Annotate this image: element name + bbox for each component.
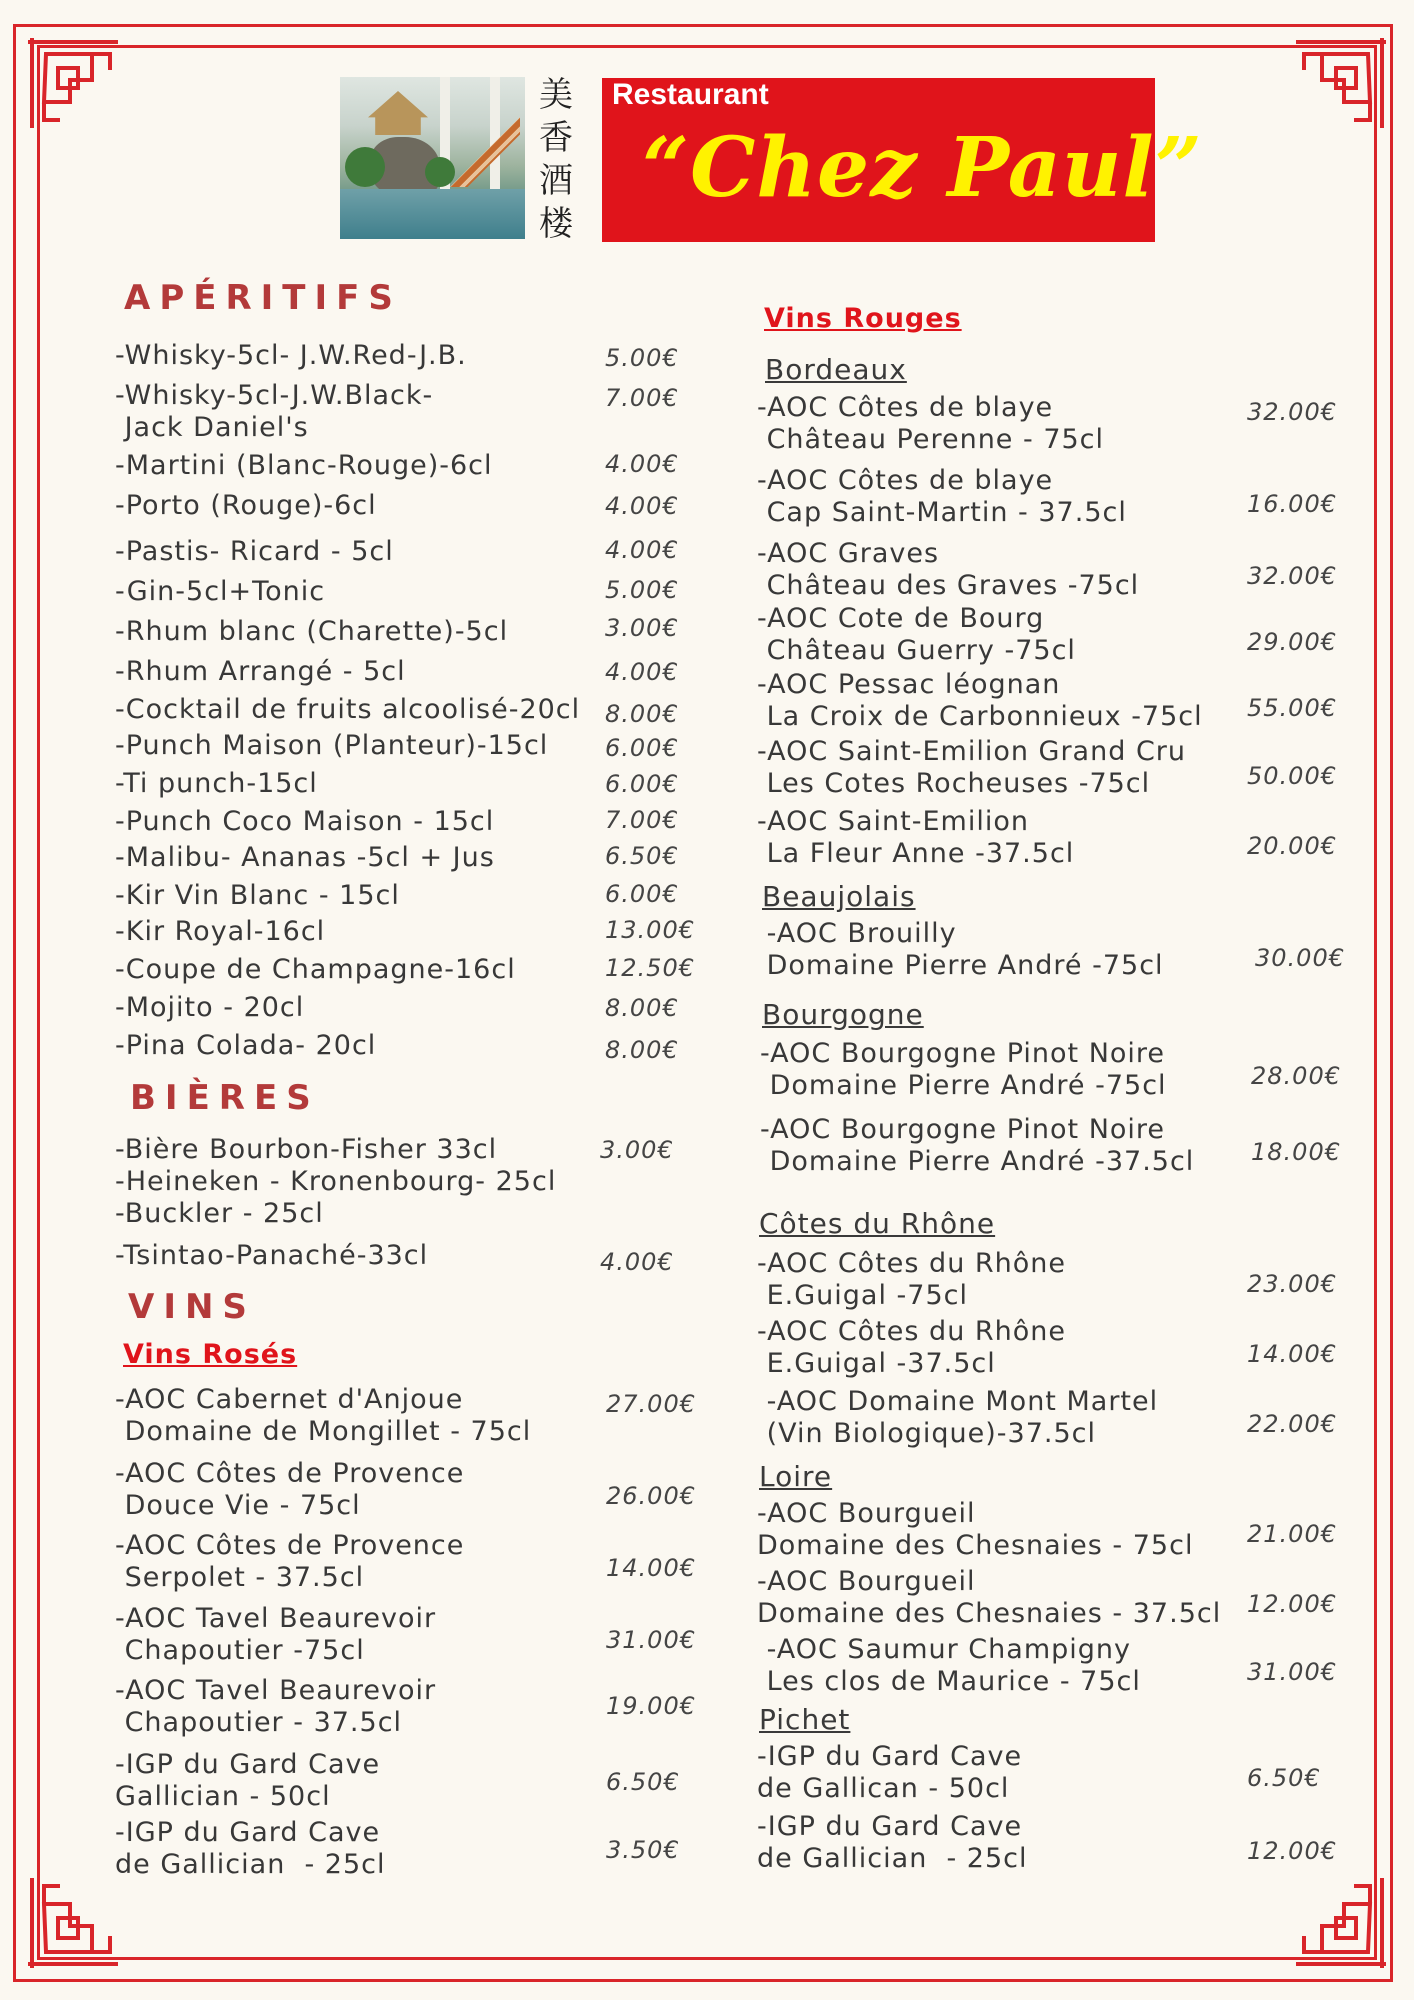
menu-item-price: 16.00€ [1247, 490, 1337, 518]
menu-item-price: 6.50€ [606, 1768, 680, 1796]
menu-item-name: -Punch Coco Maison - 15cl [115, 806, 495, 837]
restaurant-banner [602, 78, 1203, 242]
menu-item-price: 4.00€ [600, 1248, 674, 1276]
menu-item-price: 8.00€ [605, 700, 679, 728]
menu-item-price: 32.00€ [1247, 398, 1337, 426]
menu-item-price: 12.50€ [605, 954, 695, 982]
region-cotes-du-rhone: Côtes du Rhône [759, 1207, 996, 1240]
menu-item-price: 12.00€ [1247, 1837, 1337, 1865]
menu-item-name: -Whisky-5cl-J.W.Black- Jack Daniel's [115, 380, 434, 443]
menu-item-price: 22.00€ [1247, 1410, 1337, 1438]
menu-item-name: -AOC Cote de Bourg Château Guerry -75cl [757, 603, 1076, 666]
chinese-char: 酒 [539, 161, 573, 201]
restaurant-interior-photo [340, 77, 525, 239]
menu-item-name: -AOC Côtes de Provence Douce Vie - 75cl [115, 1458, 465, 1521]
menu-item-name: -AOC Bourgueil Domaine des Chesnaies - 75cl [757, 1498, 1194, 1561]
menu-item-price: 19.00€ [606, 1692, 696, 1720]
menu-item-name: -Bière Bourbon-Fisher 33cl -Heineken - Kronenbourg- 25cl -Buckler - 25cl [115, 1134, 557, 1229]
menu-item-name: -Punch Maison (Planteur)-15cl [115, 730, 549, 761]
menu-item-price: 3.00€ [600, 1136, 674, 1164]
menu-item-price: 13.00€ [605, 916, 695, 944]
menu-item-price: 3.50€ [606, 1836, 680, 1864]
menu-item-price: 30.00€ [1255, 944, 1345, 972]
corner-ornament-bottom-right [1280, 1862, 1400, 1982]
menu-item-price: 5.00€ [605, 344, 679, 372]
menu-item-name: -IGP du Gard Cave de Gallician - 25cl [115, 1817, 386, 1880]
menu-item-name: -Whisky-5cl- J.W.Red-J.B. [115, 340, 467, 371]
menu-item-name: -AOC Saint-Emilion Grand Cru Les Cotes Rocheuses -75cl [757, 736, 1187, 799]
menu-item-price: 5.00€ [605, 576, 679, 604]
menu-item-price: 18.00€ [1251, 1138, 1341, 1166]
menu-item-name: -AOC Tavel Beaurevoir Chapoutier -75cl [115, 1603, 437, 1666]
menu-item-name: -Gin-5cl+Tonic [115, 576, 326, 607]
menu-item-name: -AOC Saumur Champigny Les clos de Maurice - 75cl [766, 1634, 1141, 1697]
menu-item-price: 6.00€ [605, 770, 679, 798]
region-beaujolais: Beaujolais [762, 880, 916, 913]
menu-item-price: 31.00€ [606, 1626, 696, 1654]
menu-item-price: 12.00€ [1247, 1590, 1337, 1618]
menu-item-name: -AOC Domaine Mont Martel (Vin Biologique)-37.5cl [766, 1386, 1159, 1449]
chinese-name [536, 74, 576, 246]
menu-item-name: -Pina Colada- 20cl [115, 1030, 377, 1061]
region-bordeaux: Bordeaux [765, 353, 907, 386]
menu-item-name: -Pastis- Ricard - 5cl [115, 536, 394, 567]
menu-item-name: -Coupe de Champagne-16cl [115, 954, 516, 985]
region-bourgogne: Bourgogne [762, 998, 924, 1031]
region-pichet: Pichet [759, 1703, 851, 1736]
menu-item-name: -Rhum blanc (Charette)-5cl [115, 616, 509, 647]
menu-item-price: 3.00€ [605, 614, 679, 642]
menu-item-name: -AOC Brouilly Domaine Pierre André -75cl [766, 918, 1164, 981]
menu-item-name: -AOC Côtes du Rhône E.Guigal -75cl [757, 1248, 1066, 1311]
menu-item-price: 4.00€ [605, 658, 679, 686]
menu-item-price: 31.00€ [1247, 1658, 1337, 1686]
corner-ornament-top-left [14, 24, 134, 144]
chinese-char: 美 [539, 75, 573, 115]
menu-item-price: 7.00€ [605, 384, 679, 412]
menu-item-price: 6.50€ [605, 842, 679, 870]
menu-item-name: -Mojito - 20cl [115, 992, 305, 1023]
menu-item-price: 4.00€ [605, 450, 679, 478]
menu-item-price: 26.00€ [606, 1482, 696, 1510]
menu-item-name: -Cocktail de fruits alcoolisé-20cl [115, 694, 581, 725]
menu-item-name: -Kir Royal-16cl [115, 916, 326, 947]
menu-item-name: -AOC Côtes de blaye Château Perenne - 75cl [757, 392, 1105, 455]
restaurant-name: “Chez Paul” [642, 120, 1203, 216]
menu-item-price: 23.00€ [1247, 1270, 1337, 1298]
section-title-bieres: BIÈRES [130, 1078, 320, 1118]
menu-item-price: 4.00€ [605, 492, 679, 520]
menu-item-price: 6.00€ [605, 734, 679, 762]
menu-item-name: -AOC Tavel Beaurevoir Chapoutier - 37.5cl [115, 1675, 437, 1738]
menu-item-name: -AOC Bourgueil Domaine des Chesnaies - 37.5cl [757, 1566, 1222, 1629]
chinese-char: 楼 [539, 204, 573, 244]
menu-item-name: -Tsintao-Panaché-33cl [115, 1240, 429, 1271]
menu-item-price: 21.00€ [1247, 1520, 1337, 1548]
menu-item-name: -AOC Graves Château des Graves -75cl [757, 538, 1140, 601]
menu-item-name: -AOC Bourgogne Pinot Noire Domaine Pierre André -75cl [760, 1038, 1167, 1101]
menu-item-name: -Ti punch-15cl [115, 768, 318, 799]
menu-item-price: 29.00€ [1247, 628, 1337, 656]
menu-item-name: -Kir Vin Blanc - 15cl [115, 880, 400, 911]
menu-item-name: -Porto (Rouge)-6cl [115, 490, 377, 521]
menu-item-name: -Rhum Arrangé - 5cl [115, 656, 406, 687]
menu-item-name: -AOC Côtes du Rhône E.Guigal -37.5cl [757, 1316, 1066, 1379]
chinese-char: 香 [539, 118, 573, 158]
menu-item-name: -AOC Bourgogne Pinot Noire Domaine Pierre André -37.5cl [760, 1114, 1195, 1177]
section-title-vins: VINS [128, 1287, 256, 1327]
menu-item-name: -IGP du Gard Cave de Gallician - 25cl [757, 1811, 1028, 1874]
menu-item-price: 6.00€ [605, 880, 679, 908]
section-title-aperitifs: APÉRITIFS [124, 278, 402, 318]
menu-item-name: -AOC Cabernet d'Anjoue Domaine de Mongillet - 75cl [115, 1384, 532, 1447]
menu-item-name: -AOC Côtes de Provence Serpolet - 37.5cl [115, 1530, 465, 1593]
menu-item-price: 28.00€ [1251, 1062, 1341, 1090]
menu-item-price: 20.00€ [1247, 832, 1337, 860]
banner-label: Restaurant [612, 78, 769, 111]
menu-item-name: -AOC Saint-Emilion La Fleur Anne -37.5cl [757, 806, 1075, 869]
menu-item-price: 50.00€ [1247, 762, 1337, 790]
subsection-vins-rouges: Vins Rouges [764, 303, 962, 334]
menu-item-name: -AOC Côtes de blaye Cap Saint-Martin - 37.5cl [757, 465, 1127, 528]
menu-item-price: 8.00€ [605, 1036, 679, 1064]
menu-item-name: -IGP du Gard Cave Gallician - 50cl [115, 1749, 381, 1812]
menu-item-price: 4.00€ [605, 536, 679, 564]
corner-ornament-top-right [1280, 24, 1400, 144]
menu-item-name: -Malibu- Ananas -5cl + Jus [115, 842, 495, 873]
menu-item-price: 8.00€ [605, 994, 679, 1022]
menu-item-name: -Martini (Blanc-Rouge)-6cl [115, 450, 493, 481]
menu-item-price: 27.00€ [606, 1390, 696, 1418]
menu-item-price: 32.00€ [1247, 562, 1337, 590]
menu-item-price: 7.00€ [605, 806, 679, 834]
menu-item-price: 14.00€ [1247, 1340, 1337, 1368]
menu-item-price: 55.00€ [1247, 694, 1337, 722]
subsection-vins-roses: Vins Rosés [123, 1339, 298, 1370]
menu-item-name: -AOC Pessac léognan La Croix de Carbonnieux -75cl [757, 669, 1203, 732]
menu-item-name: -IGP du Gard Cave de Gallican - 50cl [757, 1741, 1023, 1804]
menu-item-price: 6.50€ [1247, 1764, 1321, 1792]
region-loire: Loire [759, 1460, 833, 1493]
menu-item-price: 14.00€ [606, 1554, 696, 1582]
